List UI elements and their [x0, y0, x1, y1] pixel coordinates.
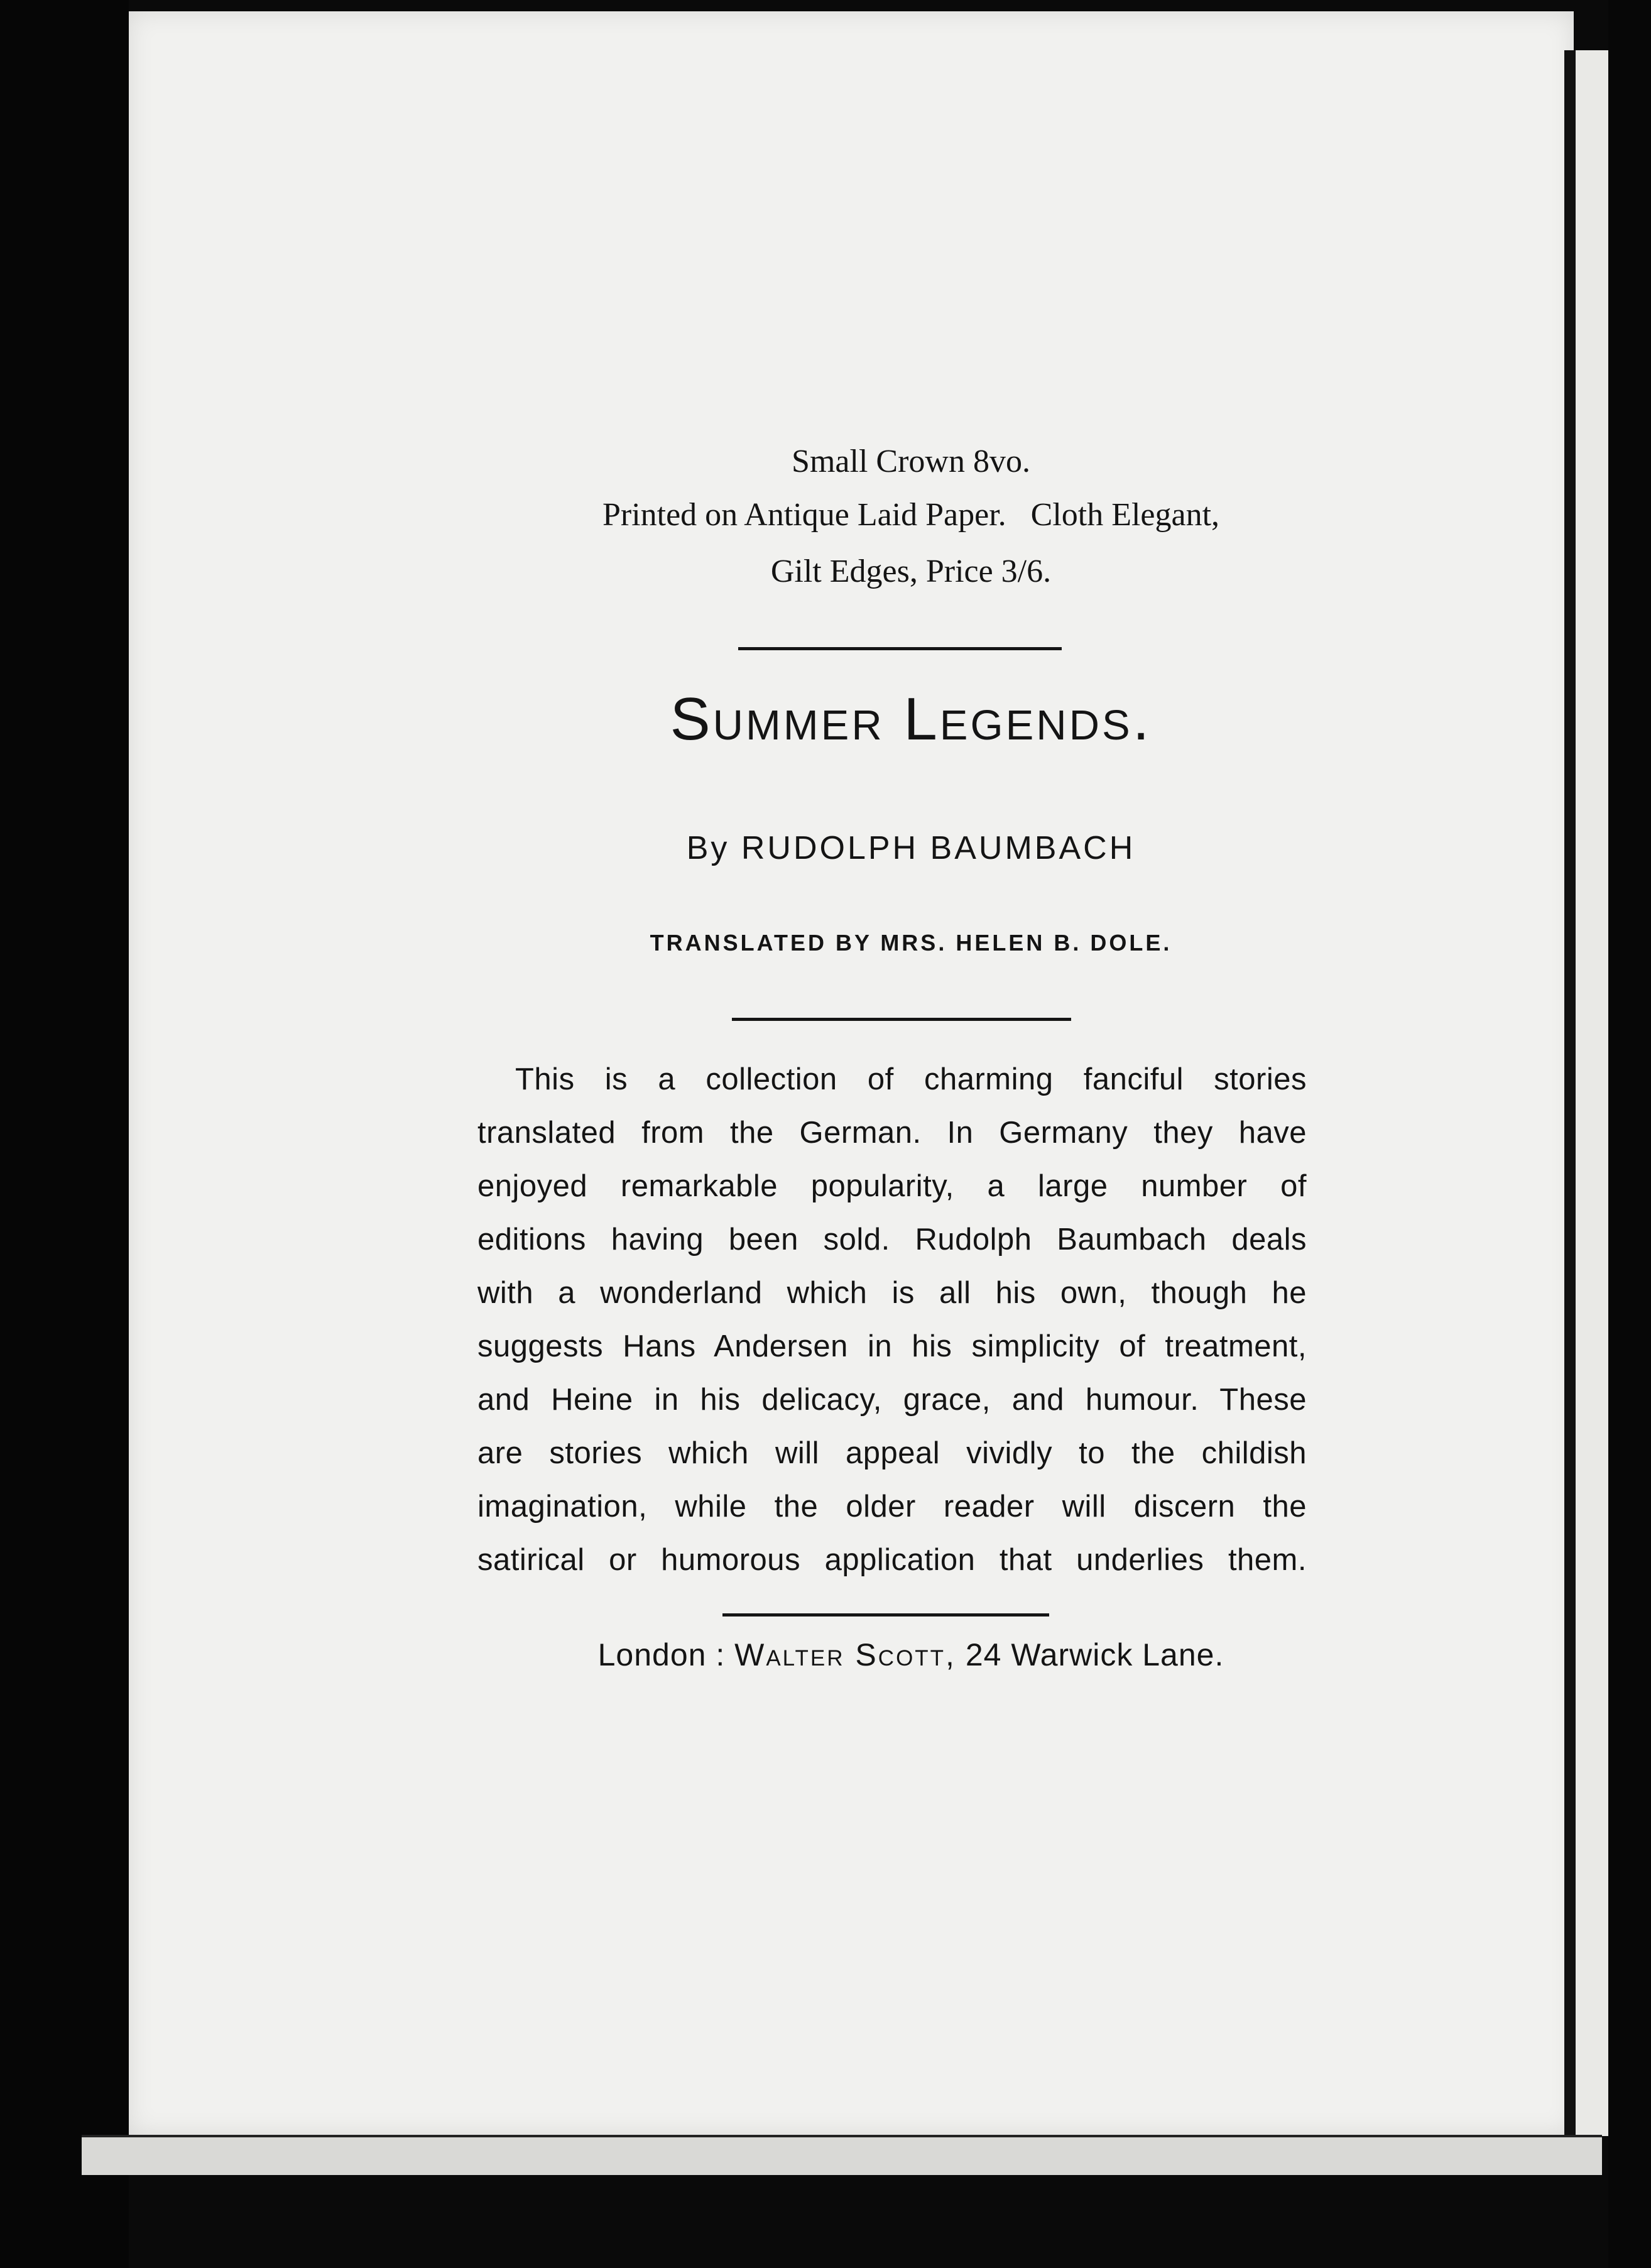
publisher-name: Walter Scott,: [734, 1637, 956, 1672]
page-bottom-edge: [82, 2135, 1602, 2175]
publisher-city: London :: [597, 1637, 726, 1672]
description-line: translated from the German. In Germany they have: [477, 1116, 1307, 1150]
rule-top: [738, 647, 1062, 650]
description-line: with a wonderland which is all his own, though he: [477, 1276, 1307, 1310]
description-line: editions having been sold. Rudolph Baumbach deals: [477, 1223, 1307, 1257]
description-line: imagination, while the older reader will discern the: [477, 1490, 1307, 1524]
imprint-price: Gilt Edges, Price 3/6.: [770, 553, 1052, 589]
publisher-imprint: [503, 1637, 1319, 1673]
description-line: satirical or humorous application that underlies them.: [477, 1543, 1307, 1577]
rule-bottom: [722, 1613, 1049, 1616]
imprint-format: Small Crown 8vo.: [792, 444, 1030, 479]
imprint-paper: Printed on Antique Laid Paper. Cloth Elegant,: [602, 497, 1220, 533]
page-fold-shadow: [1564, 50, 1576, 2136]
description-line: This is a collection of charming fanciful stories: [515, 1062, 1307, 1096]
book-author: By RUDOLPH BAUMBACH: [686, 830, 1136, 866]
description-line: enjoyed remarkable popularity, a large number of: [477, 1169, 1307, 1203]
book-translator: TRANSLATED BY MRS. HELEN B. DOLE.: [650, 930, 1172, 956]
scan-border-right: [1608, 0, 1651, 2268]
publisher-address: 24 Warwick Lane.: [965, 1637, 1224, 1672]
description-line: suggests Hans Andersen in his simplicity of treatment,: [477, 1329, 1307, 1363]
book-title: Summer Legends.: [670, 685, 1152, 753]
description-line: and Heine in his delicacy, grace, and humour. These: [477, 1383, 1307, 1417]
scan-border-left: [0, 0, 129, 2268]
description-line: are stories which will appeal vividly to the childish: [477, 1436, 1307, 1470]
rule-middle: [732, 1018, 1071, 1021]
